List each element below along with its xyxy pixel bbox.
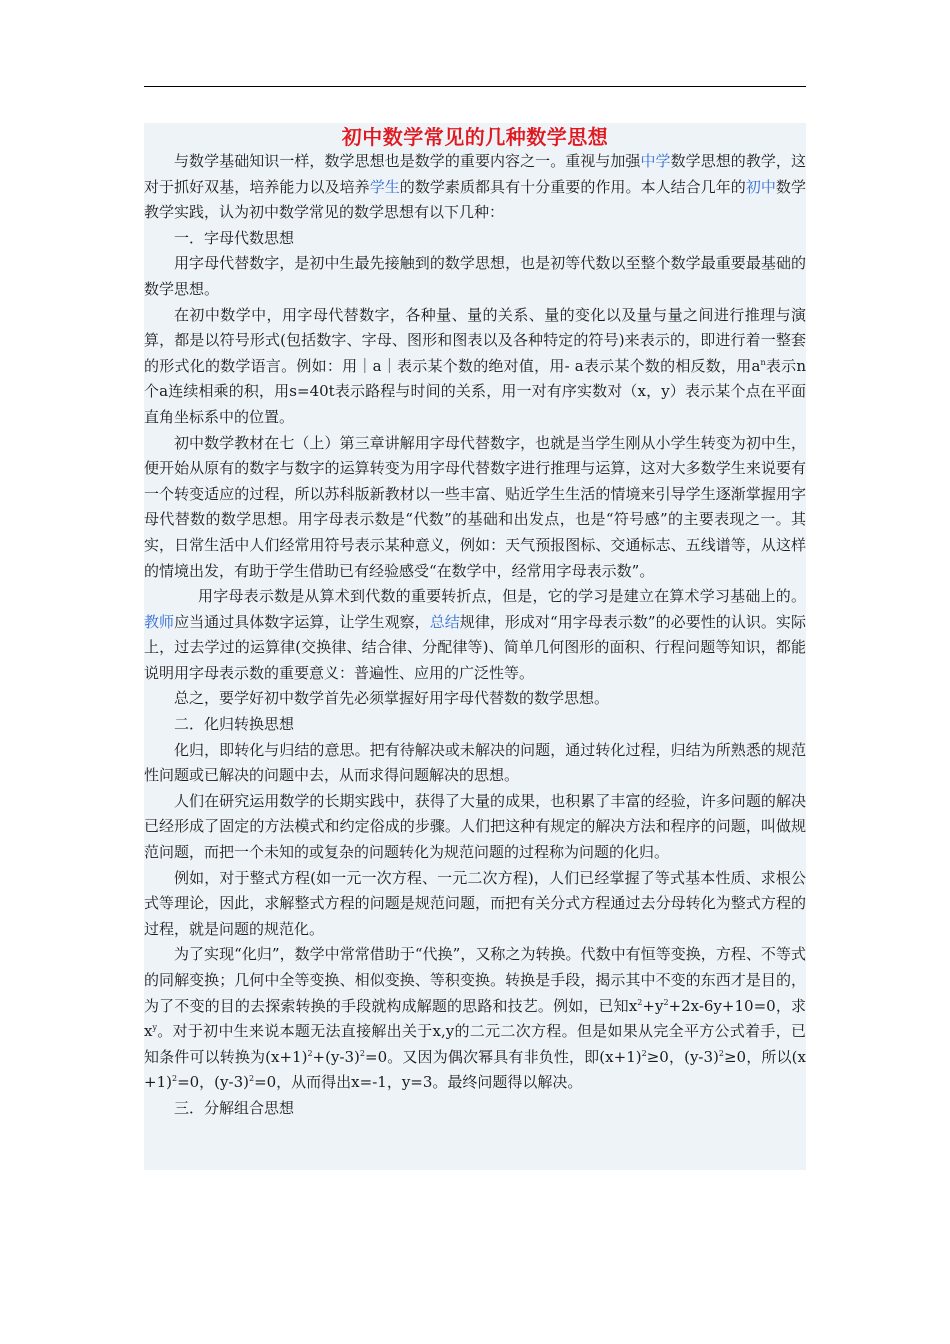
- link-zhongxue[interactable]: 中学: [640, 152, 671, 170]
- paragraph: 总之，要学好初中数学首先必须掌握好用字母代替数的数学思想。: [174, 689, 610, 708]
- link-jiaoshi[interactable]: 教师: [144, 612, 175, 631]
- paragraph: 为了实现“化归”，数学中常常借助于“代换”，又称之为转换。代数中有恒等变换，方程、不等式的同解变换；几何中全等变换、相似变换、等积变换。转换是手段，揭示其中不变的东西才是目的，为了不变的目的去探索转换的手段就构成解题的思路和技艺。例如，已知$x^2+y^2+2x-6y+10=0$，求$x^y$。对于初中生来说本题无法直接解出关于x,y的二元二次方程。但是如果从完全平方公式着手，已知条件可以转换为$(x+1)^2+(y-3)^2=0$。又因为偶次幂具有非负性，即$(x+1)^2\ge 0$，$(y-3)^2\ge 0$，所以$(x+1)^2=0$，$(y-3)^2=0$，从而得出x=-1，y=3。最终问题得以解决。: [144, 945, 806, 1092]
- page-title: 初中数学常见的几种数学思想: [341, 125, 609, 149]
- section-heading-3: 三．分解组合思想: [174, 1098, 295, 1117]
- section-heading-1: 一．字母代数思想: [174, 228, 295, 247]
- paragraph: 初中数学教材在七（上）第三章讲解用字母代替数字，也就是当学生刚从小学生转变为初中生，便开始从原有的数字与数字的运算转变为用字母代替数字进行推理与运算，这对大多数学生来说要有一个转变适应的过程，所以苏科版新教材以一些丰富、贴近学生生活的情境来引导学生逐渐掌握用字母代替数的数学思想。用字母表示数是“代数”的基础和出发点，也是“符号感”的主要表现之一。其实，日常生活中人们经常用符号表示某种意义，例如：天气预报图标、交通标志、五线谱等，从这样的情境出发，有助于学生借助已有经验感受“在数学中，经常用字母表示数”。: [144, 433, 806, 580]
- paragraph: 化归，即转化与归结的意思。把有待解决或未解决的问题，通过转化过程，归结为所熟悉的规范性问题或已解决的问题中去，从而求得问题解决的思想。: [144, 740, 806, 785]
- link-zongjie[interactable]: 总结: [429, 612, 460, 631]
- paragraph: 用字母代替数字，是初中生最先接触到的数学思想，也是初等代数以至整个数学最重要最基础的数学思想。: [144, 254, 806, 298]
- header-rule: [144, 86, 806, 87]
- section-heading-2: 二．化归转换思想: [174, 715, 295, 734]
- link-xuesheng[interactable]: 学生: [369, 177, 400, 196]
- link-chuzhong[interactable]: 初中: [745, 177, 776, 196]
- article-body: [144, 123, 806, 1170]
- intro-paragraph: 与数学基础知识一样，数学思想也是数学的重要内容之一。重视与加强中学数学思想的教学，这对于抓好双基，培养能力以及培养学生的数学素质都具有十分重要的作用。本人结合几年的初中数学教学实践，认为初中数学常见的数学思想有以下几种：: [144, 152, 806, 222]
- paragraph: 人们在研究运用数学的长期实践中，获得了大量的成果，也积累了丰富的经验，许多问题的解决已经形成了固定的方法模式和约定俗成的步骤。人们把这种有规定的解决方法和程序的问题，叫做规范问题，而把一个未知的或复杂的问题转化为规范问题的过程称为问题的化归。: [144, 791, 806, 862]
- paragraph: 用字母表示数是从算术到代数的重要转折点，但是，它的学习是建立在算术学习基础上的。教师应当通过具体数字运算，让学生观察，总结规律，形成对“用字母表示数”的必要性的认识。实际上，过去学过的运算律(交换律、结合律、分配律等)、简单几何图形的面积、行程问题等知识，都能说明用字母表示数的重要意义：普遍性、应用的广泛性等。: [144, 587, 806, 682]
- paragraph: 在初中数学中，用字母代替数字，各种量、量的关系、量的变化以及量与量之间进行推理与演算，都是以符号形式(包括数字、字母、图形和图表以及各种特定的符号)来表示的，即进行着一整套的形式化的数学语言。例如：用｜a｜表示某个数的绝对值，用- a表示某个数的相反数，用$a^n$表示n个a连续相乘的积，用s=40t表示路程与时间的关系，用一对有序实数对（x，y）表示某个点在平面直角坐标系中的位置。: [144, 305, 806, 426]
- paragraph: 例如，对于整式方程(如一元一次方程、一元二次方程)，人们已经掌握了等式基本性质、求根公式等理论，因此，求解整式方程的问题是规范问题，而把有关分式方程通过去分母转化为整式方程的过程，就是问题的规范化。: [144, 868, 806, 938]
